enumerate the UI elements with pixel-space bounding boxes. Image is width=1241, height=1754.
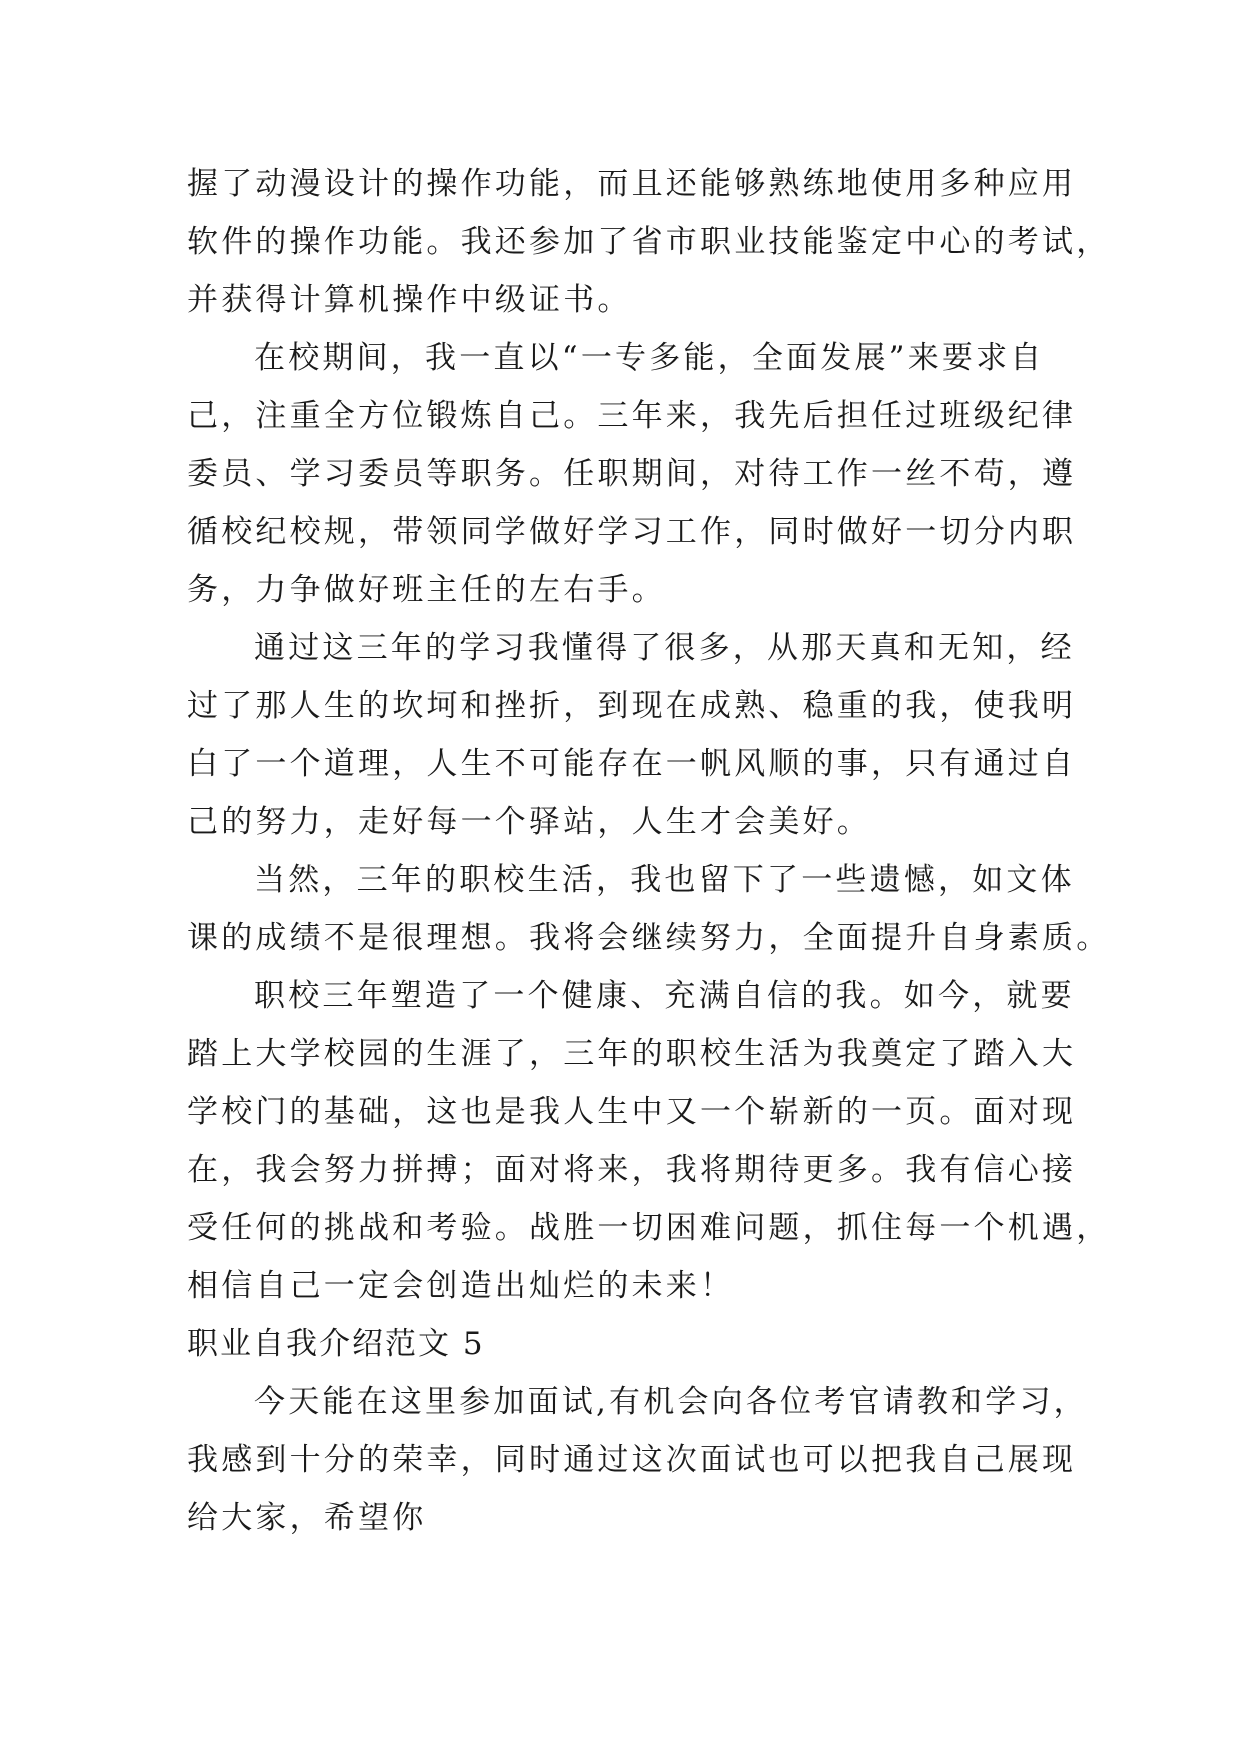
text-line: 我感到十分的荣幸，同时通过这次面试也可以把我自己展现	[187, 1442, 1077, 1478]
text-line: 循校纪校规，带领同学做好学习工作，同时做好一切分内职	[187, 514, 1077, 550]
document-body	[187, 155, 1111, 1547]
text-line: 受任何的挑战和考验。战胜一切困难问题，抓住每一个机遇，	[187, 1210, 1111, 1246]
text-line: 今天能在这里参加面试,有机会向各位考官请教和学习，	[254, 1384, 1088, 1420]
text-line: 在校期间，我一直以“一专多能，全面发展”来要求自	[254, 340, 1045, 376]
text-line: 过了那人生的坎坷和挫折，到现在成熟、稳重的我，使我明	[187, 688, 1077, 724]
text-line: 课的成绩不是很理想。我将会继续努力，全面提升自身素质。	[187, 920, 1111, 956]
text-line: 在，我会努力拼搏；面对将来，我将期待更多。我有信心接	[187, 1152, 1077, 1188]
section-heading: 职业自我介绍范文 5	[187, 1326, 485, 1362]
text-line: 学校门的基础，这也是我人生中又一个崭新的一页。面对现	[187, 1094, 1077, 1130]
text-line: 给大家，希望你	[187, 1500, 427, 1536]
text-line: 己，注重全方位锻炼自己。三年来，我先后担任过班级纪律	[187, 398, 1077, 434]
text-line: 握了动漫设计的操作功能，而且还能够熟练地使用多种应用	[187, 166, 1077, 202]
text-line: 当然，三年的职校生活，我也留下了一些遗憾，如文体	[254, 862, 1075, 898]
text-line: 并获得计算机操作中级证书。	[187, 282, 632, 318]
text-line: 通过这三年的学习我懂得了很多，从那天真和无知，经	[254, 630, 1075, 666]
text-line: 职校三年塑造了一个健康、充满自信的我。如今，就要	[254, 978, 1075, 1014]
text-line: 务，力争做好班主任的左右手。	[187, 572, 666, 608]
text-line: 己的努力，走好每一个驿站，人生才会美好。	[187, 804, 871, 840]
text-line: 相信自己一定会创造出灿烂的未来！	[187, 1268, 735, 1304]
text-line: 软件的操作功能。我还参加了省市职业技能鉴定中心的考试，	[187, 224, 1111, 260]
text-line: 踏上大学校园的生涯了，三年的职校生活为我奠定了踏入大	[187, 1036, 1077, 1072]
text-line: 白了一个道理，人生不可能存在一帆风顺的事，只有通过自	[187, 746, 1077, 782]
text-line: 委员、学习委员等职务。任职期间，对待工作一丝不苟，遵	[187, 456, 1077, 492]
